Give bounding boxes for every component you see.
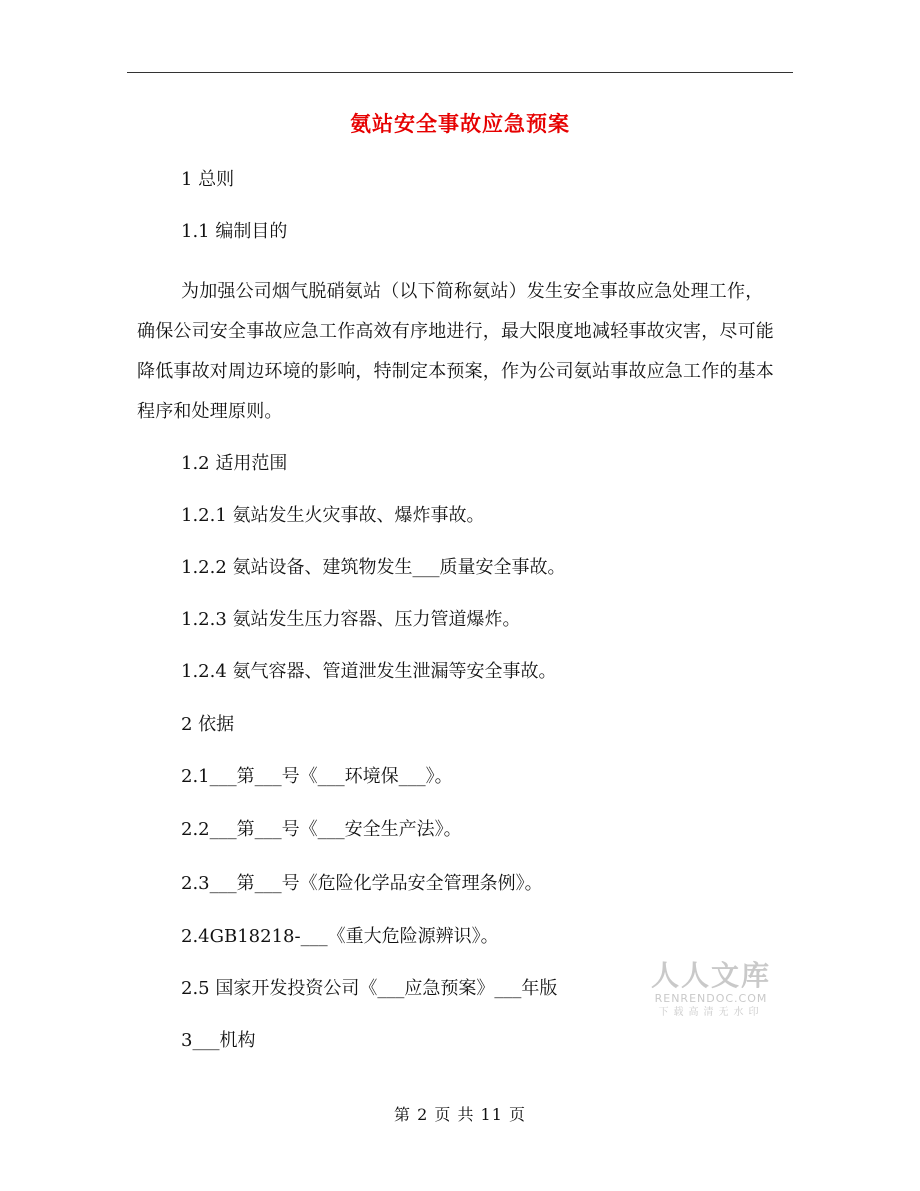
page-number: 第 2 页 共 11 页 (394, 1105, 526, 1124)
section-3-heading: 3___机构 (181, 1030, 256, 1051)
section-1-2-heading: 1.2 适用范围 (181, 453, 288, 474)
watermark-logo (646, 960, 776, 1020)
section-1-1-heading: 1.1 编制目的 (181, 221, 288, 242)
watermark-subtext: 下载高清无水印 (658, 1007, 764, 1018)
watermark-url: RENRENDOC.COM (654, 992, 768, 1005)
purpose-paragraph: 为加强公司烟气脱硝氨站（以下简称氨站）发生安全事故应急处理工作，确保公司安全事故应急工作高效有序地进行，最大限度地减轻事故灾害，尽可能降低事故对周边环境的影响，特制定本预案，作为公司氨站事故应急工作的基本程序和处理原则。 (137, 281, 774, 422)
item-1-2-1: 1.2.1 氨站发生火灾事故、爆炸事故。 (181, 505, 485, 526)
item-2-2: 2.2___第___号《___安全生产法》。 (181, 819, 462, 840)
item-2-3: 2.3___第___号《危险化学品安全管理条例》。 (181, 873, 543, 894)
section-2-heading: 2 依据 (181, 714, 235, 735)
watermark-main-text: 人人文库 (650, 959, 771, 992)
document-title: 氨站安全事故应急预案 (350, 111, 570, 136)
item-2-4: 2.4GB18218-___《重大危险源辨识》。 (181, 926, 499, 947)
section-1-heading: 1 总则 (181, 169, 235, 190)
header-rule (127, 72, 793, 73)
item-1-2-3: 1.2.3 氨站发生压力容器、压力管道爆炸。 (181, 609, 521, 630)
item-1-2-2: 1.2.2 氨站设备、建筑物发生___质量安全事故。 (181, 557, 566, 578)
item-2-5: 2.5 国家开发投资公司《___应急预案》___年版 (181, 978, 558, 999)
item-2-1: 2.1___第___号《___环境保___》。 (181, 766, 453, 787)
item-1-2-4: 1.2.4 氨气容器、管道泄发生泄漏等安全事故。 (181, 661, 557, 682)
